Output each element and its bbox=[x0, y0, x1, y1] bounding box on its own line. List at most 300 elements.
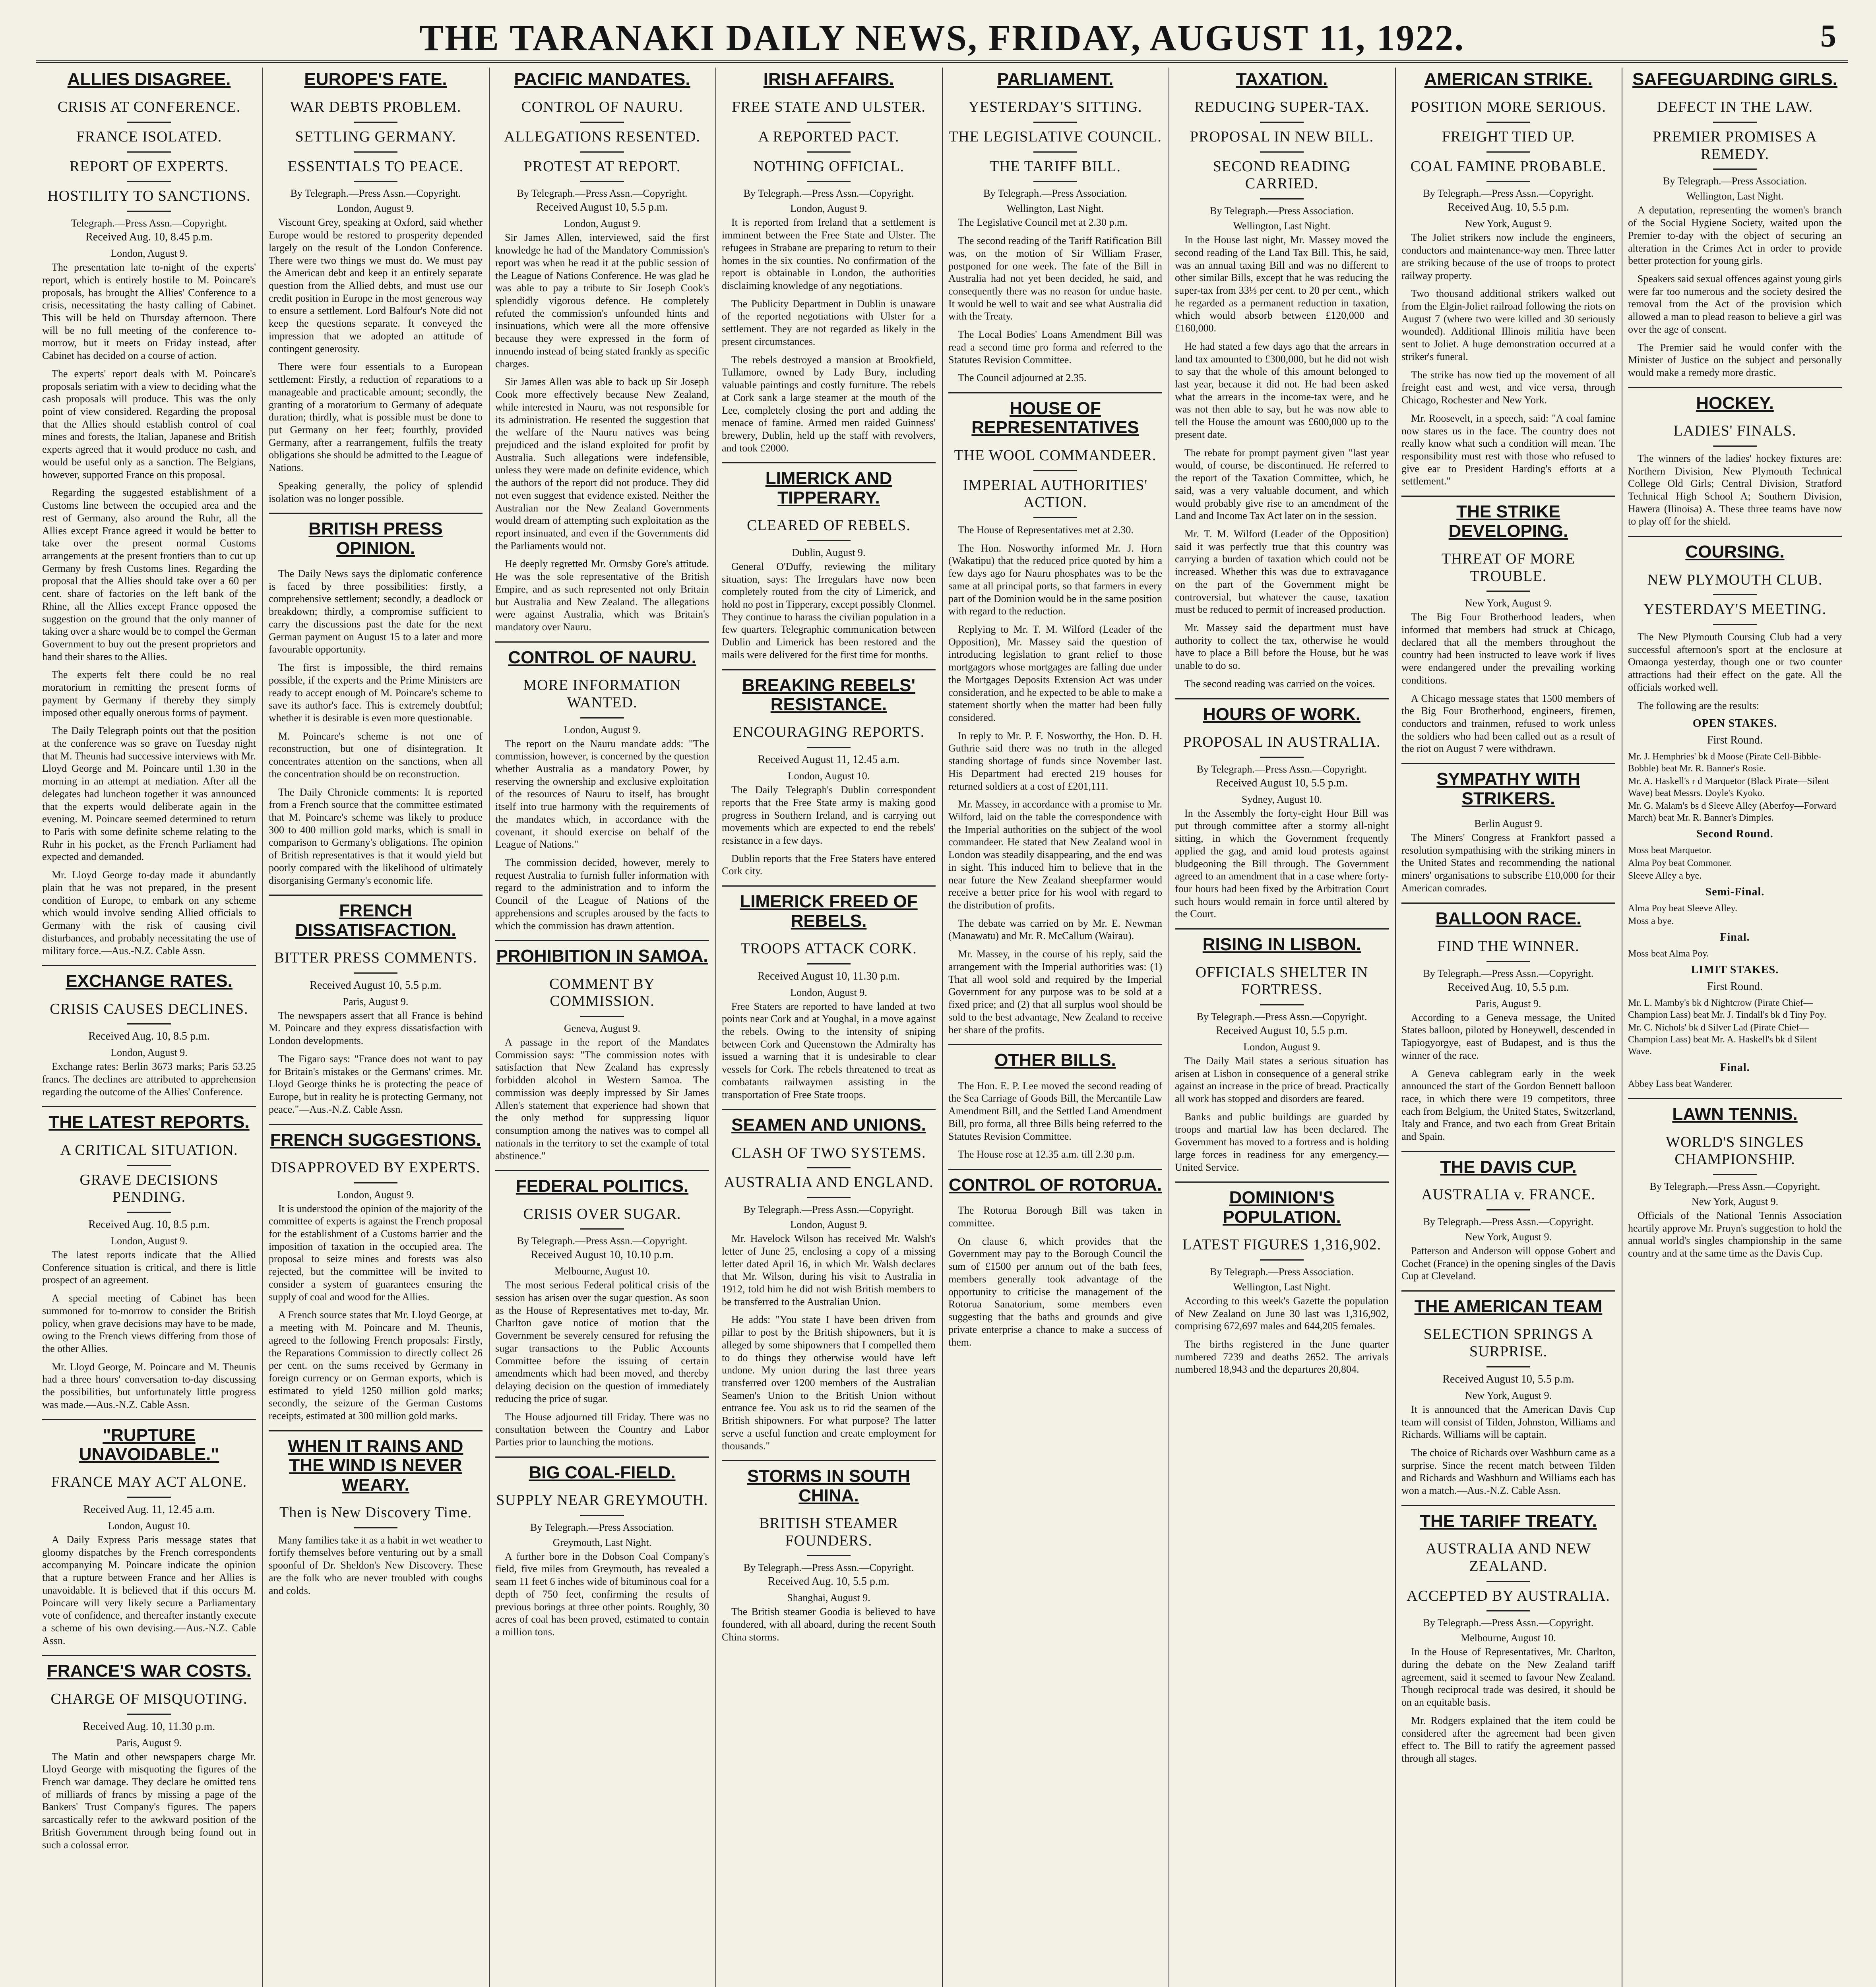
section-divider bbox=[722, 1109, 936, 1110]
subheading-rule bbox=[1033, 470, 1077, 471]
subheading-rule bbox=[127, 122, 171, 123]
article-paragraph: The rebate for prompt payment given "last year would, of course, be discontinued. He referred to the report of the Taxation Committee, which, he said, was a very valuable document, and which would probably give rise to an amendment of the Land and Income Tax Act later on in the session. bbox=[1175, 447, 1389, 522]
article-dateline: Paris, August 9. bbox=[116, 1737, 182, 1749]
article-paragraph: A special meeting of Cabinet has been summoned for to-morrow to consider the British policy, when grave decisions may have to be made, owing to the French views differing from those of the other Allies. bbox=[42, 1292, 256, 1354]
subheading-rule bbox=[807, 963, 851, 964]
subheading-rule bbox=[580, 1515, 624, 1516]
article-paragraph: The Premier said he would confer with the Minister of Justice on the subject and personally would make a remedy more drastic. bbox=[1628, 341, 1842, 379]
column-rule bbox=[1395, 68, 1396, 1987]
received-time: Received August 10, 5.5 p.m. bbox=[310, 979, 442, 992]
article-paragraph: Free Staters are reported to have landed at two points near Cork and at Youghal, in a move against the rebels. Owing to the intensity of sniping between Cork and Queenstown the Admiralty has issued a warning that it is undesirable to clear vessels for Cork. The rebels threatened to treat as combatants railwaymen assisting in the transportation of Free State troops. bbox=[722, 1000, 936, 1100]
subheading-rule bbox=[580, 122, 624, 123]
article-dateline: Melbourne, August 10. bbox=[554, 1265, 650, 1277]
article-headline: BREAKING REBELS' RESISTANCE. bbox=[742, 675, 915, 714]
article-paragraph: The Publicity Department in Dublin is unaware of the reported negotiations with Ulster for a settlement. They are not regarded as likely in the present circumstances. bbox=[722, 298, 936, 347]
subheading-rule bbox=[127, 1212, 171, 1213]
article bbox=[269, 513, 483, 887]
article-headline: "RUPTURE UNAVOIDABLE." bbox=[79, 1425, 219, 1464]
subheading-rule bbox=[354, 151, 397, 153]
article-paragraph: Regarding the suggested establishment of a Customs line between the occupied area and the rest of Germany, also around the Ruhr, all the Allies except France agreed it would be better to take over the present normal Customs arrangements at the present frontiers than to cut up Germany by fresh Customs lines. Regarding the proposal that the Allies should take over a 60 per cent. share of factories on the left bank of the Rhine, all the Allies except France opposed the suggestion on the ground that the only manner of taking over a share would be to compel the German Government to buy out the present proprietors and hand their shares to the Allies. bbox=[42, 487, 256, 662]
article-paragraph: The House adjourned till Friday. There was no consultation between the Country and Labor Parties prior to launching the motions. bbox=[495, 1411, 709, 1448]
article-headline: FEDERAL POLITICS. bbox=[516, 1176, 689, 1196]
article bbox=[722, 462, 936, 661]
article-dateline: Paris, August 9. bbox=[343, 995, 409, 1007]
article-dateline: London, August 9. bbox=[564, 218, 641, 230]
article bbox=[1401, 70, 1615, 488]
article-paragraph: Replying to Mr. T. M. Wilford (Leader of the Opposition), Mr. Massey said the question of introducing legislation to grant relief to those mortgagors whose mortgages are falling due under the Mortgages Deposits Extension Act was under consideration, and he expected to be able to make a statement shortly when the matter had been fully considered. bbox=[948, 623, 1162, 723]
article-dateline: London, August 9. bbox=[790, 1219, 867, 1231]
article-headline: THE STRIKE DEVELOPING. bbox=[1448, 502, 1568, 541]
subheading-rule bbox=[1486, 1209, 1530, 1210]
subheading-rule bbox=[1260, 151, 1304, 153]
article-paragraph: A deputation, representing the women's branch of the Social Hygiene Society, waited upon the Premier to-day with the object of securing an alteration in the Crimes Act in order to provide better protection for young girls. bbox=[1628, 204, 1842, 267]
article-headline: OTHER BILLS. bbox=[994, 1050, 1116, 1070]
article-paragraph: According to a Geneva message, the United States balloon, piloted by Honeywell, descended in Tapiogyorgye, east of Budapest, and is thus the winner of the race. bbox=[1401, 1011, 1615, 1061]
article-byline: By Telegraph.—Press Assn.—Copyright. bbox=[517, 188, 688, 199]
article bbox=[948, 392, 1162, 1036]
article bbox=[948, 1044, 1162, 1161]
subheading-rule bbox=[1486, 1366, 1530, 1367]
article-subheading: FRANCE ISOLATED. bbox=[76, 128, 222, 145]
article bbox=[42, 70, 256, 957]
subheading-rule bbox=[807, 122, 851, 123]
subheading-rule bbox=[1713, 624, 1757, 625]
subheading-rule bbox=[1713, 594, 1757, 595]
article-byline: By Telegraph.—Press Association. bbox=[530, 1521, 674, 1533]
subheading-rule bbox=[1033, 517, 1077, 518]
article bbox=[1401, 1151, 1615, 1282]
article-headline: CONTROL OF NAURU. bbox=[508, 647, 696, 667]
section-divider bbox=[269, 895, 483, 896]
results-event: OPEN STAKES. bbox=[1692, 717, 1777, 730]
received-time: Received August 10, 5.5 p.m. bbox=[1442, 1373, 1574, 1385]
article-paragraph: It is announced that the American Davis Cup team will consist of Tilden, Johnston, Williams and Richards. Williams will be captain. bbox=[1401, 1403, 1615, 1441]
subheading-rule bbox=[580, 1228, 624, 1230]
received-time: Received Aug. 10, 5.5 p.m. bbox=[1448, 201, 1569, 214]
article bbox=[1401, 1505, 1615, 1765]
article-subheading: AUSTRALIA v. FRANCE. bbox=[1421, 1186, 1595, 1203]
article-paragraph: The Rotorua Borough Bill was taken in committee. bbox=[948, 1205, 1162, 1229]
article bbox=[1401, 1290, 1615, 1497]
article-paragraph: The Joliet strikers now include the engineers, conductors and maintenance-way men. Three latter are striking because of the use of troops to protect railway property. bbox=[1401, 232, 1615, 281]
article-headline: COURSING. bbox=[1685, 542, 1785, 562]
article-paragraph: The Daily Telegraph's Dublin correspondent reports that the Free State army is making good progress in Southern Ireland, and is carrying out movements which are expected to end the rebels' resistance in a few days. bbox=[722, 784, 936, 846]
result-line: Moss beat Marquetor. bbox=[1628, 845, 1711, 856]
article-paragraph: A French source states that Mr. Lloyd George, at a meeting with M. Poincare and M. Theunis, agreed to the following French proposals: Firstly, the Reparations Commission to directly collect 26 per cent. on the sums received by Germany in foreign currency or on German exports, which is estimated to yield 1250 million gold marks; secondly, the seizure of the German Customs receipts, estimated at 300 million gold marks. bbox=[269, 1309, 483, 1422]
subheading-rule bbox=[807, 151, 851, 153]
article-paragraph: The following are the results: bbox=[1638, 699, 1760, 711]
article-subheading: COAL FAMINE PROBABLE. bbox=[1410, 158, 1607, 175]
article-subheading: REDUCING SUPER-TAX. bbox=[1194, 99, 1370, 116]
article-subheading: ESSENTIALS TO PEACE. bbox=[288, 158, 463, 175]
article-paragraph: Dublin reports that the Free Staters have entered Cork city. bbox=[722, 852, 936, 877]
subheading-rule bbox=[1260, 757, 1304, 758]
article-paragraph: Mr. Massey, in the course of his reply, said the arrangement with the Imperial authorities was: (1) That all wool sold and required by the Imperial Government for any purpose was to be sold at a fixed price; and (2) that all surplus wool should be sold to the best advantage, New Zealand to receive her share of the profits. bbox=[948, 948, 1162, 1036]
subheading-rule bbox=[354, 1527, 397, 1528]
article-subheading: CRISIS AT CONFERENCE. bbox=[57, 99, 241, 116]
article-dateline: London, August 9. bbox=[110, 248, 188, 260]
article-paragraph: The second reading of the Tariff Ratification Bill was, on the motion of Sir William Fraser, postponed for one week. The fate of the Bill in Australia had not yet been decided, he said, and consequently there was no reason for undue haste. It would be well to wait and see what Australia did with the Treaty. bbox=[948, 235, 1162, 322]
article bbox=[495, 940, 709, 1162]
received-time: Received August 10, 5.5 p.m. bbox=[1216, 1024, 1348, 1037]
article-subheading: HOSTILITY TO SANCTIONS. bbox=[47, 188, 251, 205]
masthead-rule bbox=[36, 60, 1848, 63]
article-headline: BIG COAL-FIELD. bbox=[529, 1462, 676, 1482]
article-paragraph: A passage in the report of the Mandates Commission says: "The commission notes with satisfaction that New Zealand has expressly forbidden alcohol in Western Samoa. The commission was deeply impressed by Sir James Allen's statement that experience had shown that the only method for suppressing liquor consumption among the natives was to compel all nationals in the territory to set the example of total abstinence." bbox=[495, 1036, 709, 1162]
article-subheading: AUSTRALIA AND NEW ZEALAND. bbox=[1426, 1540, 1591, 1574]
section-divider bbox=[1401, 496, 1615, 497]
article-subheading: Then is New Discovery Time. bbox=[279, 1504, 472, 1521]
column-2 bbox=[262, 68, 489, 1987]
article-paragraph: In reply to Mr. P. F. Nosworthy, the Hon. D. H. Guthrie said there was no truth in the alleged standing shortage of funds since November last. His Department had erected 219 houses for returned soldiers at a cost of £201,111. bbox=[948, 730, 1162, 792]
article bbox=[722, 885, 936, 1101]
article-paragraph: The first is impossible, the third remains possible, if the experts and the Prime Ministers are ready to accept enough of M. Poincare's scheme to save its author's face. This is extremely doubtful; whether it is desirable is even more questionable. bbox=[269, 662, 483, 724]
results-list bbox=[1628, 902, 1842, 927]
received-time: Received August 11, 12.45 a.m. bbox=[758, 753, 900, 766]
article bbox=[269, 1124, 483, 1422]
article-subheading: A REPORTED PACT. bbox=[758, 128, 899, 145]
column-5 bbox=[942, 68, 1169, 1987]
article-subheading: SELECTION SPRINGS A SURPRISE. bbox=[1423, 1326, 1593, 1360]
results-event: Semi-Final. bbox=[1705, 886, 1765, 899]
article-dateline: London, August 10. bbox=[108, 1520, 190, 1532]
article-paragraph: Officials of the National Tennis Association heartily approve Mr. Pruyn's suggestion to hold the annual world's singles championship in the same country and at the same time as the Davis Cup. bbox=[1628, 1210, 1842, 1259]
article-paragraph: He adds: "You state I have been driven from pillar to post by the British shipowners, but it is alleged by some shipowners that I compelled them to do things they otherwise would have left undone. My union during the last three years transferred over 1200 members of the Australian Seamen's Union to the British Union without entrance fee. You ask us to rid the seamen of the British shipowners. For what purpose? The latter serve a useful function and create employment for thousands." bbox=[722, 1314, 936, 1452]
article-subheading: REPORT OF EXPERTS. bbox=[69, 158, 229, 175]
article-dateline: Dublin, August 9. bbox=[792, 546, 866, 558]
article bbox=[1175, 70, 1389, 690]
subheading-rule bbox=[1033, 151, 1077, 153]
article-byline: By Telegraph.—Press Assn.—Copyright. bbox=[1196, 763, 1367, 775]
article-paragraph: The Big Four Brotherhood leaders, when informed that members had struck at Chicago, declared that all the members throughout the country had been instructed to leave work if lives were endangered under the prevailing working conditions. bbox=[1401, 611, 1615, 686]
subheading-rule bbox=[807, 747, 851, 748]
article-headline: BRITISH PRESS OPINION. bbox=[308, 519, 443, 558]
article-paragraph: Viscount Grey, speaking at Oxford, said whether Europe would be restored to prosperity depended largely on the result of the London Conference. There were two things we must do. We must pay the American debt and keep it an entirely separate question from the Allied debts, and must use our credit position in Europe in the most generous way to ensure a settlement. Lord Balfour's Note did not keep the questions separate. It conveyed the impression that we adopted an attitude of contingent generosity. bbox=[269, 217, 483, 354]
article-subheading: LATEST FIGURES 1,316,902. bbox=[1182, 1236, 1382, 1253]
section-divider bbox=[948, 1044, 1162, 1045]
page-number: 5 bbox=[1820, 19, 1836, 54]
article-paragraph: The rebels destroyed a mansion at Brookfield, Tullamore, owned by Lady Bury, including valuable paintings and costly furniture. The rebels at Cork sank a large steamer at the mouth of the Lee, completely closing the port and adding the menace of famine. Armed men raided Guinness' brewery, Dublin, held up the staff with revolvers, and took £2000. bbox=[722, 354, 936, 454]
article-subheading: WAR DEBTS PROBLEM. bbox=[290, 99, 461, 116]
subheading-rule bbox=[127, 211, 171, 212]
section-divider bbox=[42, 1655, 256, 1656]
result-line: Mr. G. Malam's bs d Sleeve Alley (Aberfoy—Forward March) beat Mr. R. Banner's Dimples. bbox=[1628, 801, 1836, 823]
article-dateline: Wellington, Last Night. bbox=[1006, 203, 1104, 215]
article-dateline: Berlin August 9. bbox=[1474, 817, 1543, 829]
section-divider bbox=[1401, 1505, 1615, 1506]
article-paragraph: Mr. Massey said the department must have authority to collect the tax, otherwise he would have to place a Bill before the House, but he was unable to do so. bbox=[1175, 622, 1389, 672]
results-round: First Round. bbox=[1707, 980, 1763, 993]
section-divider bbox=[1401, 1290, 1615, 1292]
article-subheading: CHARGE OF MISQUOTING. bbox=[50, 1690, 248, 1707]
section-divider bbox=[42, 1419, 256, 1420]
article bbox=[42, 1106, 256, 1411]
article-paragraph: A Daily Express Paris message states that gloomy dispatches by the French correspondents accompanying M. Poincare indicate the opinion that a rupture between France and her Allies is unavoidable. It is believed that if this occurs M. Poincare will very likely secure a Parliamentary vote of confidence, and thereafter instantly execute a scheme of his own devising.—Aus.-N.Z. Cable Assn. bbox=[42, 1534, 256, 1646]
article-subheading: SUPPLY NEAR GREYMOUTH. bbox=[496, 1492, 708, 1509]
article-subheading: WORLD'S SINGLES CHAMPIONSHIP. bbox=[1665, 1133, 1804, 1168]
article bbox=[1175, 1181, 1389, 1376]
article-headline: WHEN IT RAINS AND THE WIND IS NEVER WEARY. bbox=[288, 1436, 463, 1495]
article-byline: By Telegraph.—Press Association. bbox=[983, 188, 1127, 199]
article-headline: THE LATEST REPORTS. bbox=[48, 1112, 250, 1132]
article-paragraph: The debate was carried on by Mr. E. Newman (Manawatu) and Mr. R. McCallum (Wairau). bbox=[948, 917, 1162, 942]
article-paragraph: The Figaro says: "France does not want to pay for Britain's mistakes or the Germans' crimes. Mr. Lloyd George thinks he is protecting the peace of Europe, but in reality he is protecting Germany, not peace."—Aus.-N.Z. Cable Assn. bbox=[269, 1053, 483, 1115]
article-headline: THE AMERICAN TEAM bbox=[1414, 1297, 1603, 1317]
column-8 bbox=[1622, 68, 1848, 1987]
article-subheading: PREMIER PROMISES A REMEDY. bbox=[1653, 128, 1817, 163]
article-paragraph: The commission decided, however, merely to request Australia to furnish fuller information with regard to the administration and to inform the Council of the League of Nations of the apprehensions and scruples aroused by the facts to which the commission has drawn attention. bbox=[495, 856, 709, 932]
article-headline: FRANCE'S WAR COSTS. bbox=[47, 1661, 252, 1681]
article-headline: PARLIAMENT. bbox=[997, 70, 1114, 89]
article-subheading: BITTER PRESS COMMENTS. bbox=[274, 949, 477, 966]
article-paragraph: The Legislative Council met at 2.30 p.m. bbox=[958, 217, 1128, 229]
article-subheading: YESTERDAY'S MEETING. bbox=[1643, 601, 1827, 618]
subheading-rule bbox=[807, 540, 851, 541]
article-subheading: CRISIS OVER SUGAR. bbox=[523, 1205, 681, 1222]
article bbox=[42, 1419, 256, 1647]
article-subheading: AUSTRALIA AND ENGLAND. bbox=[724, 1174, 934, 1191]
article bbox=[722, 669, 936, 878]
article-subheading: DISAPPROVED BY EXPERTS. bbox=[271, 1159, 481, 1176]
subheading-rule bbox=[354, 972, 397, 974]
received-time: Received August 10, 10.10 p.m. bbox=[531, 1249, 674, 1261]
article-headline: CONTROL OF ROTORUA. bbox=[948, 1175, 1162, 1195]
subheading-rule bbox=[1486, 151, 1530, 153]
article-paragraph: Mr. Lloyd George to-day made it abundantly plain that he was not prepared, in the present condition of Europe, to embark on any scheme which would involve sending Allied officials to Germany with the risk of causing civil disturbances, and probably necessitating the use of military force.—Aus.-N.Z. Cable Assn. bbox=[42, 869, 256, 957]
article-subheading: FIND THE WINNER. bbox=[1437, 937, 1579, 955]
article-paragraph: The House rose at 12.35 a.m. till 2.30 p.m. bbox=[958, 1148, 1135, 1160]
section-divider bbox=[42, 1106, 256, 1107]
article-dateline: New York, August 9. bbox=[1465, 597, 1552, 609]
article-headline: IRISH AFFAIRS. bbox=[763, 70, 894, 89]
article-paragraph: It is reported from Ireland that a settlement is imminent between the Free State and Ulster. The refugees in Strabane are preparing to return to their homes in the six counties. No confirmation of the report is obtainable in London, the authorities disclaiming knowledge of any negotiations. bbox=[722, 217, 936, 292]
article bbox=[495, 1170, 709, 1448]
article-subheading: OFFICIALS SHELTER IN FORTRESS. bbox=[1195, 964, 1368, 998]
article-dateline: London, August 9. bbox=[337, 1189, 414, 1201]
article-headline: RISING IN LISBON. bbox=[1202, 935, 1361, 955]
article-subheading: THREAT OF MORE TROUBLE. bbox=[1441, 550, 1576, 585]
article-subheading: CONTROL OF NAURU. bbox=[521, 99, 683, 116]
article-paragraph: The Local Bodies' Loans Amendment Bill was read a second time pro forma and referred to the Statutes Revision Committee. bbox=[948, 329, 1162, 366]
article-headline: HOCKEY. bbox=[1696, 393, 1774, 413]
article-byline: Telegraph.—Press Assn.—Copyright. bbox=[71, 217, 227, 229]
article-dateline: New York, August 9. bbox=[1465, 218, 1552, 230]
results-event: Final. bbox=[1720, 931, 1750, 944]
subheading-rule bbox=[1486, 591, 1530, 592]
article-subheading: SECOND READING CARRIED. bbox=[1213, 158, 1351, 192]
received-time: Received August 10, 11.30 p.m. bbox=[757, 970, 900, 982]
article bbox=[269, 895, 483, 1116]
results-event: Final. bbox=[1720, 1061, 1750, 1074]
article-subheading: MORE INFORMATION WANTED. bbox=[523, 677, 681, 711]
article-dateline: London, August 9. bbox=[1243, 1041, 1320, 1053]
result-line: Mr. J. Hemphries' bk d Moose (Pirate Cell-Bibble-Bobble) beat Mr. R. Banner's Rosie. bbox=[1628, 751, 1822, 774]
section-divider bbox=[42, 965, 256, 966]
article bbox=[42, 1655, 256, 1851]
subheading-rule bbox=[127, 1023, 171, 1024]
article bbox=[722, 1460, 936, 1643]
section-divider bbox=[722, 462, 936, 463]
section-divider bbox=[495, 1170, 709, 1171]
article-paragraph: On clause 6, which provides that the Government may pay to the Borough Council the sum of £1500 per annum out of the bath fees, members generally took advantage of the opportunity to criticise the management of the Rotorua Sanatorium, some members even suggesting that the baths and grounds and give private enterprise a chance to make a success of them. bbox=[948, 1235, 1162, 1348]
section-divider bbox=[948, 1169, 1162, 1170]
section-divider bbox=[1401, 763, 1615, 764]
section-divider bbox=[495, 940, 709, 941]
results-event: LIMIT STAKES. bbox=[1691, 964, 1779, 976]
article-subheading: CLASH OF TWO SYSTEMS. bbox=[731, 1144, 926, 1161]
article-paragraph: Patterson and Anderson will oppose Gobert and Cochet (France) in the opening singles of the Davis Cup at Cleveland. bbox=[1401, 1245, 1615, 1282]
result-line: Moss beat Alma Poy. bbox=[1628, 949, 1709, 959]
subheading-rule bbox=[580, 1016, 624, 1017]
subheading-rule bbox=[1486, 122, 1530, 123]
article-paragraph: The Miners' Congress at Frankfort passed a resolution sympathising with the striking miners in the United States and recommending the national miners' organisations to subscribe £10,000 for their American comrades. bbox=[1401, 831, 1615, 894]
article-paragraph: The newspapers assert that all France is behind M. Poincare and they express dissatisfaction with London developments. bbox=[269, 1009, 483, 1047]
subheading-rule bbox=[1713, 445, 1757, 447]
article-subheading: CLEARED OF REBELS. bbox=[747, 517, 911, 534]
article-subheading: NEW PLYMOUTH CLUB. bbox=[1647, 571, 1823, 588]
article-subheading: NOTHING OFFICIAL. bbox=[753, 158, 905, 175]
article-dateline: London, August 9. bbox=[564, 724, 641, 736]
article-paragraph: The Hon. Nosworthy informed Mr. J. Horn (Wakatipu) that the reduced price quoted by him a few days ago for Nauru phosphates was to be the same at all principal ports, so that farmers in every part of the Dominion would be in the same position with regard to the reduction. bbox=[948, 542, 1162, 617]
article bbox=[948, 1169, 1162, 1348]
article-headline: BALLOON RACE. bbox=[1435, 908, 1581, 928]
article-headline: AMERICAN STRIKE. bbox=[1424, 70, 1593, 89]
article-byline: By Telegraph.—Press Assn.—Copyright. bbox=[743, 1562, 914, 1574]
subheading-rule bbox=[1486, 1610, 1530, 1611]
results-list bbox=[1628, 844, 1842, 882]
article-paragraph: Mr. Massey, in accordance with a promise to Mr. Wilford, laid on the table the correspondence with the Imperial authorities on the subject of the wool commandeer. He stated that New Zealand wool in London was steadily disappearing, and the end was in sight. This induced him to believe that in the near future the New Zealand sheepfarmer would receive a better price for his wool with regard to the distribution of profits. bbox=[948, 798, 1162, 911]
article-byline: By Telegraph.—Press Assn.—Copyright. bbox=[1423, 1216, 1594, 1228]
article bbox=[269, 70, 483, 505]
article-paragraph: The Matin and other newspapers charge Mr. Lloyd George with misquoting the figures of the French war damage. They declare he omitted tens of milliards of francs by missing a page of the Bankers' Trust Company's figures. The papers sarcastically refer to the awkward position of the British Government through being found out in such a colossal error. bbox=[42, 1751, 256, 1851]
subheading-rule bbox=[1486, 181, 1530, 182]
article-paragraph: The Daily News says the diplomatic conference is faced by three possibilities: firstly, a comprehensive settlement; secondly, a deadlock or breakdown; thirdly, a compromise sufficient to carry the discussions past the date for the next German payment on August 15 to a later and more favourable opportunity. bbox=[269, 568, 483, 655]
article-headline: FRENCH DISSATISFACTION. bbox=[295, 901, 456, 940]
article-dateline: London, August 10. bbox=[787, 770, 870, 782]
article-byline: By Telegraph.—Press Assn.—Copyright. bbox=[1196, 1011, 1367, 1023]
subheading-rule bbox=[1713, 1174, 1757, 1175]
article bbox=[495, 1456, 709, 1638]
result-line: Moss a bye. bbox=[1628, 916, 1674, 927]
article-subheading: THE WOOL COMMANDEER. bbox=[954, 447, 1157, 464]
article-paragraph: The winners of the ladies' hockey fixtures are: Northern Division, New Plymouth Technical College Old Girls; Central Division, Stratford Technical High School A; Southern Division, Hawera (Ilinoisa) A. These three teams have now to play off for the shield. bbox=[1628, 452, 1842, 527]
subheading-rule bbox=[1033, 181, 1077, 182]
article-dateline: Wellington, Last Night. bbox=[1233, 220, 1331, 232]
article-headline: THE TARIFF TREATY. bbox=[1420, 1511, 1597, 1531]
article-subheading: PROTEST AT REPORT. bbox=[523, 158, 681, 175]
article-dateline: London, August 9. bbox=[790, 203, 867, 215]
article-paragraph: The most serious Federal political crisis of the session has arisen over the sugar question. As soon as the House of Representatives met to-day, Mr. Charlton gave notice of motion that the Government be severely censured for refusing the sugar transactions to the Public Accounts Committee before the issuing of certain amendments which had been moved, and thereby delaying decision on the question of immediately reducing the price of sugar. bbox=[495, 1279, 709, 1404]
article-paragraph: The Daily Mail states a serious situation has arisen at Lisbon in consequence of a general strike against an increase in the price of bread. Practically all work has stopped and disorders are feared. bbox=[1175, 1055, 1389, 1105]
article-subheading: PROPOSAL IN NEW BILL. bbox=[1190, 128, 1374, 145]
article-headline: PACIFIC MANDATES. bbox=[514, 70, 690, 89]
article-dateline: Melbourne, August 10. bbox=[1461, 1632, 1556, 1644]
article-paragraph: The choice of Richards over Washburn came as a surprise. Since the recent match between Tilden and Richards and Washburn and Williams each has won a match.—Aus.-N.Z. Cable Assn. bbox=[1401, 1447, 1615, 1497]
article-subheading: FRANCE MAY ACT ALONE. bbox=[51, 1474, 247, 1491]
article-paragraph: Two thousand additional strikers walked out from the Elgin-Joliet railroad following the riots on August 7 (where two were killed and 30 seriously wounded). Additional Illinois militia have been sent to Joliet. A huge demonstration occurred at a striker's funeral. bbox=[1401, 288, 1615, 362]
received-time: Received Aug. 10, 8.5 p.m. bbox=[88, 1030, 210, 1043]
section-divider bbox=[722, 885, 936, 887]
column-rule bbox=[489, 68, 490, 1987]
article-headline: DOMINION'S POPULATION. bbox=[1223, 1188, 1341, 1227]
article-byline: By Telegraph.—Press Assn.—Copyright. bbox=[743, 1204, 914, 1216]
column-4 bbox=[715, 68, 942, 1987]
subheading-rule bbox=[127, 151, 171, 153]
article-paragraph: Mr. Havelock Wilson has received Mr. Walsh's letter of June 25, enclosing a copy of a missing letter dated April 16, in which Mr. Walsh declares that Mr. Wilson, during his visit to Australia in 1912, told him he did not wish British members to be transferred to the Australian Union. bbox=[722, 1233, 936, 1307]
article bbox=[1628, 536, 1842, 1090]
article-subheading: ACCEPTED BY AUSTRALIA. bbox=[1407, 1587, 1610, 1604]
article-subheading: THE LEGISLATIVE COUNCIL. bbox=[949, 128, 1162, 145]
article-headline: FRENCH SUGGESTIONS. bbox=[270, 1130, 481, 1150]
article-paragraph: The births registered in the June quarter numbered 7239 and deaths 2652. The arrivals numbered 18,943 and the departures 20,804. bbox=[1175, 1338, 1389, 1375]
section-divider bbox=[1175, 1181, 1389, 1183]
subheading-rule bbox=[807, 1167, 851, 1168]
article-paragraph: General O'Duffy, reviewing the military situation, says: The Irregulars have now been completely routed from the city of Limerick, and hold no post in Tipperary, except possibly Clonmel. They continue to harass the civilian population in a few quarters. Telegraphic communication between Dublin and Limerick has been restored and the mails were delivered for the first time for months. bbox=[722, 560, 936, 660]
article bbox=[1175, 928, 1389, 1174]
article-paragraph: The presentation late to-night of the experts' report, which is entirely hostile to M. Poincare's proposals, has brought the Allies' Conference to a crisis, necessitating the hasty calling of Cabinet. This will be held on Thursday afternoon. There will be no full meeting of the conference to-morrow, but it meets on Friday instead, after Cabinet has decided on a course of action. bbox=[42, 261, 256, 362]
article-paragraph: The Hon. E. P. Lee moved the second reading of the Sea Carriage of Goods Bill, the Mercantile Law Amendment Bill, and the Settled Land Amendment Bill, pro forma, all three Bills being referred to the Statutes Revision Committee. bbox=[948, 1080, 1162, 1142]
section-divider bbox=[1401, 1151, 1615, 1152]
article bbox=[722, 70, 936, 454]
article-byline: By Telegraph.—Press Assn.—Copyright. bbox=[1423, 188, 1594, 199]
article-headline: SAFEGUARDING GIRLS. bbox=[1632, 70, 1837, 89]
article-dateline: Wellington, Last Night. bbox=[1686, 190, 1784, 202]
subheading-rule bbox=[1486, 961, 1530, 962]
article-byline: By Telegraph.—Press Association. bbox=[1210, 1266, 1354, 1278]
article-paragraph: The second reading was carried on the voices. bbox=[1184, 678, 1375, 689]
article-headline: SYMPATHY WITH STRIKERS. bbox=[1436, 769, 1580, 808]
subheading-rule bbox=[354, 181, 397, 182]
column-rule bbox=[942, 68, 943, 1987]
article bbox=[269, 1430, 483, 1597]
article-dateline: London, August 9. bbox=[110, 1047, 188, 1059]
article-dateline: London, August 9. bbox=[337, 203, 414, 215]
article-subheading: FREIGHT TIED UP. bbox=[1442, 128, 1575, 145]
article bbox=[948, 70, 1162, 384]
article-subheading: PROPOSAL IN AUSTRALIA. bbox=[1183, 733, 1381, 750]
article-paragraph: A Chicago message states that 1500 members of the Big Four Brotherhood, engineers, firemen, conductors and trainmen, refused to work unless the soldiers who had been called out as a result of the riot on August 7 were withdrawn. bbox=[1401, 692, 1615, 755]
results-list bbox=[1628, 997, 1842, 1057]
article-headline: EXCHANGE RATES. bbox=[66, 971, 233, 991]
results-list bbox=[1628, 948, 1842, 960]
article-paragraph: The report on the Nauru mandate adds: "The commission, however, is concerned by the question whether Australia as a mandatory Power, by reserving the ownership and exclusive exploitation of the resources of Nauru to itself, has brought itself into true harmony with the requirements of the mandates which, in accordance with the covenant, it should exercise on behalf of the League of Nations." bbox=[495, 738, 709, 850]
article-paragraph: The experts' report deals with M. Poincare's proposals seriatim with a view to deciding what the cash proposals will produce. This was the only point of view considered. Regarding the proposal that the Allies should establish control of coal mines and forests, the Italian, Japanese and British experts agreed that it would produce no cash, and would be useful only as a sanction. The Belgians, however, supported France on this proposal. bbox=[42, 368, 256, 480]
article-paragraph: A further bore in the Dobson Coal Company's field, five miles from Greymouth, has revealed a seam 11 feet 6 inches wide of bituminous coal for a depth of 750 feet, confirming the results of previous borings at three other points. Roughly, 30 acres of coal has been proved, estimated to contain a million tons. bbox=[495, 1550, 709, 1638]
subheading-rule bbox=[1713, 168, 1757, 170]
article-paragraph: Mr. T. M. Wilford (Leader of the Opposition) said it was perfectly true that this country was carrying a burden of taxation which could not be increased. Whether this was due to extravagance on the part of the Government might be controversial, but whatever the cause, taxation must be reduced to permit of increased production. bbox=[1175, 528, 1389, 616]
column-3 bbox=[489, 68, 715, 1987]
subheading-rule bbox=[807, 1197, 851, 1198]
article bbox=[42, 965, 256, 1098]
section-divider bbox=[269, 1430, 483, 1431]
subheading-rule bbox=[580, 181, 624, 182]
received-time: Received Aug. 10, 5.5 p.m. bbox=[768, 1575, 890, 1588]
article-byline: By Telegraph.—Press Assn.—Copyright. bbox=[517, 1235, 688, 1247]
article bbox=[495, 641, 709, 932]
results-list bbox=[1628, 751, 1842, 824]
article-subheading: IMPERIAL AUTHORITIES' ACTION. bbox=[963, 476, 1148, 511]
article-headline: HOUSE OF REPRESENTATIVES bbox=[971, 399, 1139, 438]
article-dateline: Shanghai, August 9. bbox=[787, 1592, 870, 1604]
article-subheading: SETTLING GERMANY. bbox=[295, 128, 456, 145]
result-line: Sleeve Alley a bye. bbox=[1628, 871, 1702, 881]
article-paragraph: He had stated a few days ago that the arrears in land tax amounted to £300,000, but he did not wish to say that the whole of this amount belonged to last year, because it did not. He had been asked what the arrears in the income-tax were, and he was not then able to say, but he was now able to tell the House the amount was £600,000 up to the present date. bbox=[1175, 340, 1389, 440]
section-divider bbox=[1175, 698, 1389, 699]
subheading-rule bbox=[807, 1555, 851, 1556]
subheading-rule bbox=[580, 717, 624, 718]
article-dateline: Wellington, Last Night. bbox=[1233, 1281, 1331, 1293]
article-dateline: London, August 9. bbox=[790, 986, 867, 998]
